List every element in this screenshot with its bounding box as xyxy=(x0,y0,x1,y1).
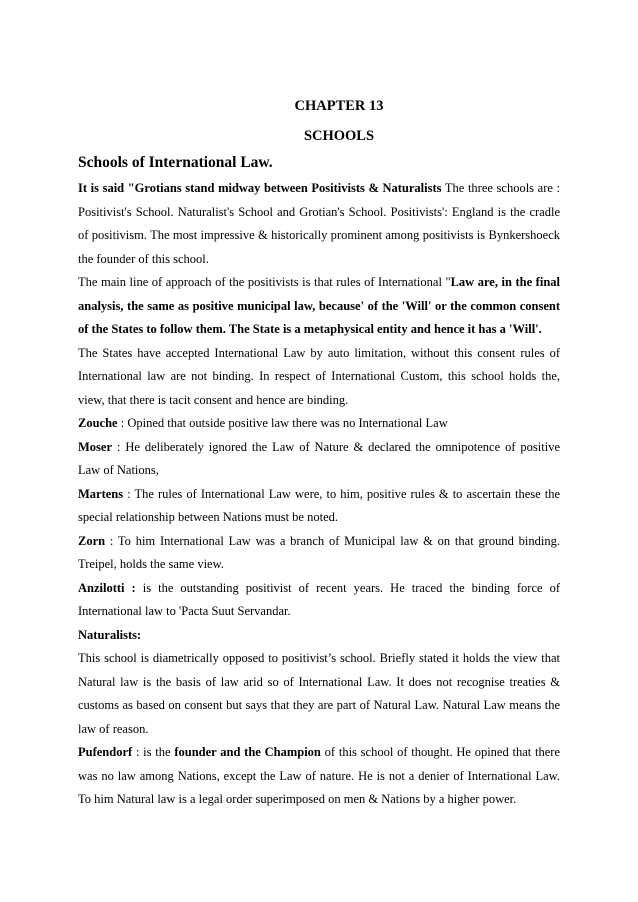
naturalists-heading xyxy=(78,624,560,648)
moser-name: Moser xyxy=(78,439,113,454)
anzilotti-paragraph xyxy=(78,577,560,624)
zorn-name: Zorn xyxy=(78,533,106,548)
pufendorf-mid: : is the xyxy=(132,745,175,759)
martens-text: : The rules of International Law were, to him, positive rules & to ascertain these the special relationship between Nations must be noted. xyxy=(78,486,560,524)
chapter-number: CHAPTER 13 xyxy=(294,98,384,114)
zouche-name: Zouche xyxy=(78,416,118,430)
zouche-text: : Opined that outside positive law there was no International Law xyxy=(117,416,448,430)
anzilotti-name: Anzilotti : xyxy=(78,580,136,595)
states-paragraph: The States have accepted International Law by auto limitation, without this consent rules of International law are not binding. In respect of International Custom, this school holds the, view, that there is tacit consent and hence are binding. xyxy=(78,345,560,407)
pufendorf-paragraph xyxy=(78,741,560,812)
anzilotti-text: is the outstanding positivist of recent years. He traced the binding force of International law to 'Pacta Suut Servandar. xyxy=(78,580,560,618)
naturalists-heading-text: Naturalists: xyxy=(78,627,142,642)
zouche-paragraph xyxy=(78,412,560,436)
martens-paragraph xyxy=(78,483,560,530)
pufendorf-name: Pufendorf xyxy=(78,745,133,759)
main-line-text: The main line of approach of the positivists is that rules of International " xyxy=(78,275,451,289)
main-line-bold-text: Law are, in the final analysis, the same as positive municipal law, because' of the 'Will' or the common consent of the States to follow them. The State is a metaphysical entity and hence it has a 'Will'. xyxy=(78,275,560,336)
intro-paragraph xyxy=(78,177,560,271)
naturalists-paragraph: This school is diametrically opposed to positivist’s school. Briefly stated it holds the view that Natural law is the basis of law arid so of International Law. It does not recognise treaties & customs as based on consent but says that they are part of Natural Law. Natural Law means the law of reason. xyxy=(78,651,560,736)
martens-name: Martens xyxy=(78,486,124,501)
zorn-paragraph xyxy=(78,530,560,577)
intro-bold-text: It is said "Grotians stand midway between Positivists & Naturalists xyxy=(78,181,442,195)
pufendorf-bold-text: founder and the Champion xyxy=(174,745,321,759)
section-heading: Schools of International Law. xyxy=(78,154,273,171)
moser-text: : He deliberately ignored the Law of Nature & declared the omnipotence of positive Law of Nations, xyxy=(78,439,560,477)
pufendorf-text: of this school of thought. He opined that there was no law among Nations, except the Law of nature. He is not a denier of International Law. To him Natural law is a legal order superimposed on men & Nations by a higher power. xyxy=(78,745,560,806)
main-line-paragraph xyxy=(78,271,560,342)
chapter-title: SCHOOLS xyxy=(303,128,375,144)
moser-paragraph xyxy=(78,436,560,483)
document-page xyxy=(78,96,560,812)
intro-text: The three schools are : Positivist's School. Naturalist's School and Grotian's School. Positivists': England is the cradle of positivism. The most impressive & historically prominent among positivists is Bynkershoeck the founder of this school. xyxy=(78,181,560,266)
zorn-text: : To him International Law was a branch of Municipal law & on that ground binding. Treipel, holds the same view. xyxy=(78,533,560,571)
